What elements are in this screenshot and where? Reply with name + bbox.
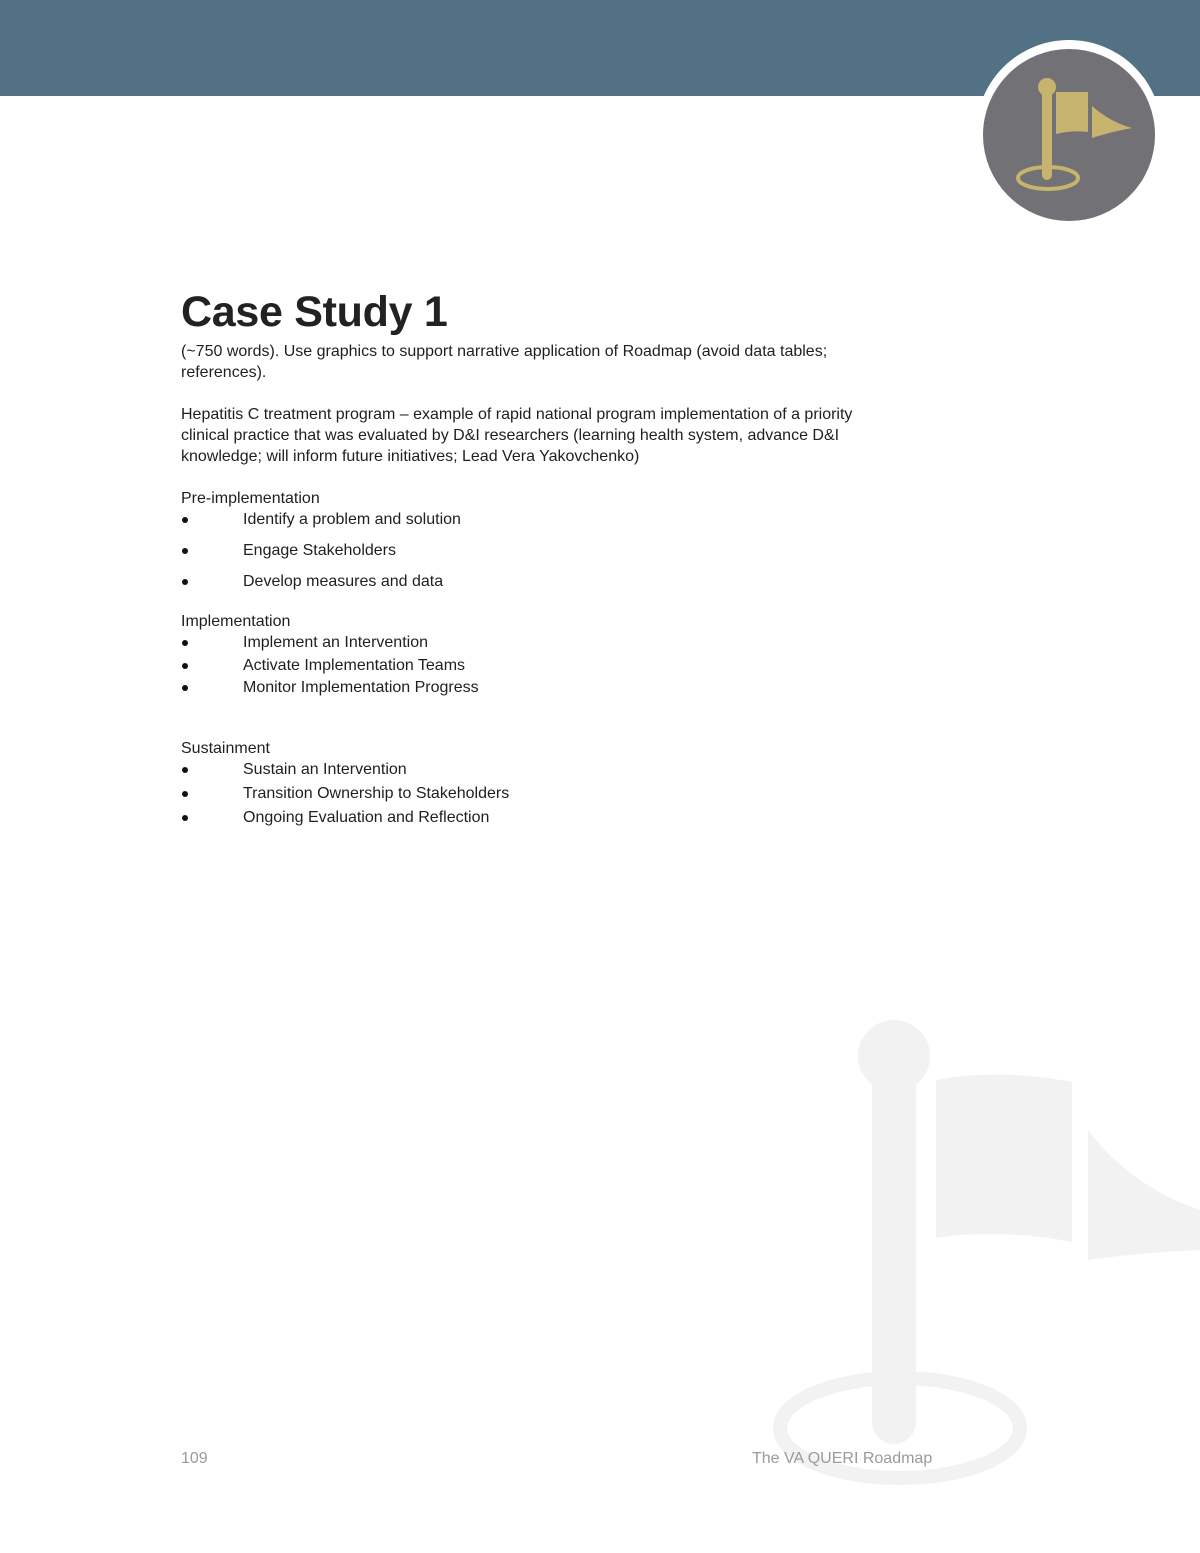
list-item-text: Monitor Implementation Progress [243,679,479,696]
list-item [181,571,901,592]
intro-paragraph: (~750 words). Use graphics to support narrative application of Roadmap (avoid data tables; references). [181,343,828,381]
list-item-text: Ongoing Evaluation and Reflection [243,809,490,826]
bullet-icon [182,517,188,523]
program-description: Hepatitis C treatment program – example of rapid national program implementation of a priority clinical practice that was evaluated by D&I researchers (learning health system, advance D&I knowledge; will inform future initiatives; Lead Vera Yakovchenko) [181,406,853,465]
list-item [181,632,901,653]
list-item [181,783,901,804]
bullet-list-pre-implementation [181,509,901,592]
list-item-text: Implement an Intervention [243,634,428,651]
list-item-text: Develop measures and data [243,573,444,590]
list-item [181,807,901,828]
bullet-icon [182,815,188,821]
footer-publication-title: The VA QUERI Roadmap [752,1450,933,1467]
bullet-icon [182,663,188,669]
document-body [181,286,901,831]
list-item [181,677,901,698]
list-item [181,759,901,780]
bullet-icon [182,640,188,646]
bullet-icon [182,791,188,797]
flag-badge-icon [976,40,1162,226]
section-heading-pre-implementation: Pre-implementation [181,490,320,507]
list-item-text: Activate Implementation Teams [243,656,466,674]
list-item-text: Sustain an Intervention [243,761,407,778]
list-item [181,540,901,561]
list-item-text: Transition Ownership to Stakeholders [243,785,510,802]
bullet-icon [182,767,188,773]
list-item [181,509,901,530]
bullet-icon [182,579,188,585]
section-heading-sustainment: Sustainment [181,740,270,757]
bullet-icon [182,685,188,691]
list-item-text: Identify a problem and solution [243,511,461,528]
page-title: Case Study 1 [181,288,448,336]
bullet-list-implementation [181,632,901,698]
footer-page-number: 109 [181,1450,208,1467]
bullet-list-sustainment [181,759,901,828]
list-item [181,655,901,676]
flag-watermark-icon [760,1010,1200,1490]
bullet-icon [182,548,188,554]
section-heading-implementation: Implementation [181,613,291,630]
list-item-text: Engage Stakeholders [243,542,396,559]
